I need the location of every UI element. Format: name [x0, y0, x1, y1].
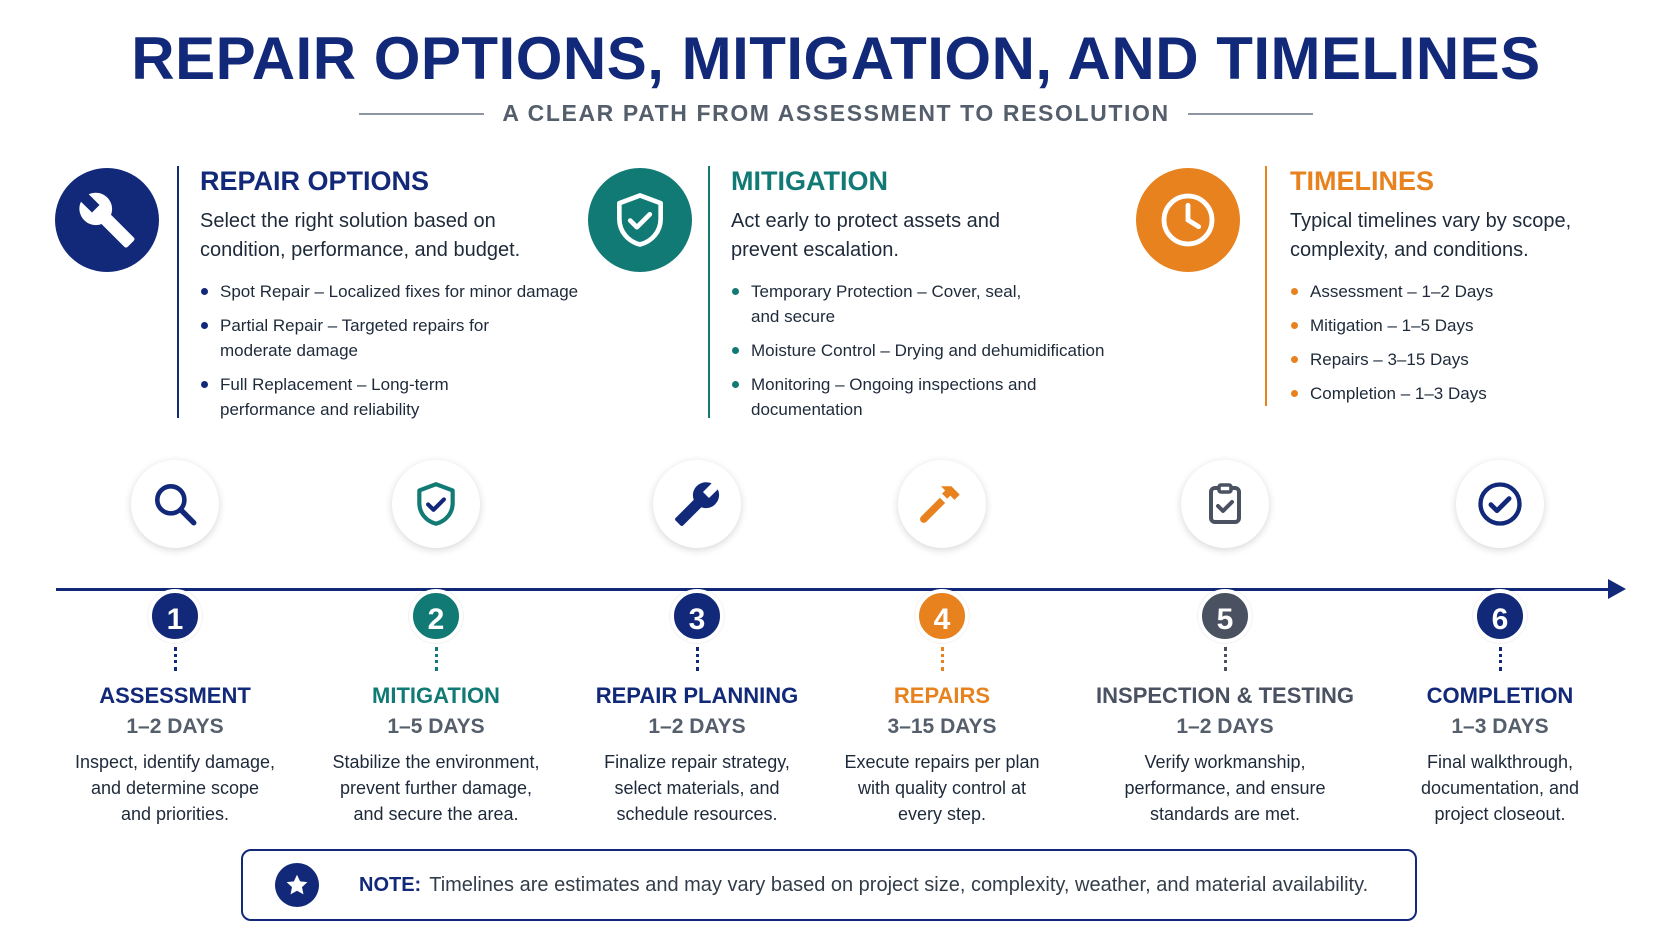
- list-item: Partial Repair – Targeted repairs for moderate damage: [200, 313, 500, 363]
- star-icon: [275, 863, 319, 907]
- description-line: standards are met.: [1149, 804, 1301, 824]
- step-number: 4: [915, 589, 969, 643]
- description-line: performance, and ensure: [1124, 778, 1326, 798]
- step-description: [296, 749, 576, 827]
- list-item: Assessment – 1–2 Days: [1290, 279, 1630, 304]
- description-line: select materials, and: [614, 778, 780, 798]
- section-body: [200, 166, 580, 431]
- bullet-list: [731, 279, 1131, 422]
- description-line: Finalize repair strategy,: [604, 752, 790, 772]
- shield-check-icon: [588, 168, 692, 272]
- step-title: MITIGATION: [372, 683, 500, 708]
- step-number: 2: [409, 589, 463, 643]
- step-title: COMPLETION: [1426, 683, 1574, 708]
- description-line: Inspect, identify damage,: [74, 752, 276, 772]
- timeline-step-inspection-testing: [1085, 460, 1365, 827]
- description-line: Execute repairs per plan: [844, 752, 1040, 772]
- description-line: and priorities.: [120, 804, 230, 824]
- list-item: Spot Repair – Localized fixes for minor damage: [200, 279, 580, 304]
- step-description: [802, 749, 1082, 827]
- clipboard-check-icon: [1181, 460, 1269, 548]
- list-item: Monitoring – Ongoing inspections and documentation: [731, 372, 1051, 422]
- list-item: Repairs – 3–15 Days: [1290, 347, 1630, 372]
- description-line: Select the right solution based on: [200, 210, 496, 232]
- description-line: Stabilize the environment,: [332, 752, 540, 772]
- note-text: Timelines are estimates and may vary based on project size, complexity, weather, and material availability.: [429, 873, 1369, 896]
- bullet-list: [1290, 279, 1630, 406]
- step-connector: [1224, 647, 1227, 671]
- step-number: 1: [148, 589, 202, 643]
- step-connector: [696, 647, 699, 671]
- search-icon: [131, 460, 219, 548]
- section-description: [1290, 207, 1630, 265]
- step-number: 5: [1198, 589, 1252, 643]
- step-connector: [435, 647, 438, 671]
- timeline-step-mitigation: [296, 460, 576, 827]
- timeline-step-assessment: [35, 460, 315, 827]
- description-line: Act early to protect assets and: [731, 210, 1001, 232]
- step-connector: [941, 647, 944, 671]
- description-line: and determine scope: [90, 778, 260, 798]
- page-subtitle: A CLEAR PATH FROM ASSESSMENT TO RESOLUTION: [502, 100, 1170, 126]
- section-title: TIMELINES: [1290, 166, 1435, 196]
- hammer-icon: [898, 460, 986, 548]
- step-title: INSPECTION & TESTING: [1096, 683, 1354, 708]
- shield-check-icon: [392, 460, 480, 548]
- check-circle-icon: [1456, 460, 1544, 548]
- bullet-list: [200, 279, 580, 422]
- step-number: 6: [1473, 589, 1527, 643]
- section-title: REPAIR OPTIONS: [200, 166, 430, 196]
- note-label: NOTE:: [359, 873, 422, 896]
- list-item: Full Replacement – Long-term performance and reliability: [200, 372, 545, 422]
- description-line: complexity, and conditions.: [1290, 239, 1529, 261]
- section-body: [731, 166, 1131, 431]
- description-line: prevent further damage,: [339, 778, 533, 798]
- timeline-step-completion: [1360, 460, 1640, 827]
- description-line: condition, performance, and budget.: [200, 239, 521, 261]
- description-line: Final walkthrough,: [1426, 752, 1574, 772]
- step-title: REPAIR PLANNING: [595, 683, 799, 708]
- note-box: [241, 849, 1417, 921]
- description-line: and secure the area.: [353, 804, 519, 824]
- wrench-icon: [55, 168, 159, 272]
- section-description: [731, 207, 1131, 265]
- list-item: Completion – 1–3 Days: [1290, 381, 1630, 406]
- step-connector: [174, 647, 177, 671]
- description-line: project closeout.: [1434, 804, 1566, 824]
- list-item: Mitigation – 1–5 Days: [1290, 313, 1630, 338]
- section-divider: [1265, 166, 1267, 406]
- step-duration: 1–2 DAYS: [126, 715, 224, 738]
- list-item: Temporary Protection – Cover, seal, and secure: [731, 279, 1051, 329]
- step-duration: 1–3 DAYS: [1451, 715, 1549, 738]
- page-title: REPAIR OPTIONS, MITIGATION, AND TIMELINES: [131, 25, 1541, 92]
- step-description: [557, 749, 837, 827]
- step-description: [1360, 749, 1640, 827]
- section-divider: [708, 166, 710, 418]
- description-line: Verify workmanship,: [1144, 752, 1306, 772]
- description-line: schedule resources.: [616, 804, 778, 824]
- description-line: prevent escalation.: [731, 239, 899, 261]
- description-line: every step.: [897, 804, 987, 824]
- step-duration: 3–15 DAYS: [887, 715, 997, 738]
- section-divider: [177, 166, 179, 418]
- wrench-icon: [653, 460, 741, 548]
- step-duration: 1–2 DAYS: [648, 715, 746, 738]
- section-title: MITIGATION: [731, 166, 888, 196]
- step-title: ASSESSMENT: [99, 683, 251, 708]
- step-title: REPAIRS: [893, 683, 991, 708]
- description-line: with quality control at: [857, 778, 1027, 798]
- timeline-step-repair-planning: [557, 460, 837, 827]
- step-description: [1085, 749, 1365, 827]
- subtitle-divider-right: [1188, 113, 1313, 115]
- list-item: Moisture Control – Drying and dehumidification: [731, 338, 1131, 363]
- step-duration: 1–2 DAYS: [1176, 715, 1274, 738]
- description-line: Typical timelines vary by scope,: [1290, 210, 1572, 232]
- section-body: [1290, 166, 1630, 415]
- step-description: [35, 749, 315, 827]
- description-line: documentation, and: [1420, 778, 1580, 798]
- clock-icon: [1136, 168, 1240, 272]
- section-description: [200, 207, 580, 265]
- timeline-step-repairs: [802, 460, 1082, 827]
- step-duration: 1–5 DAYS: [387, 715, 485, 738]
- subtitle-row: [0, 100, 1672, 127]
- subtitle-divider-left: [359, 113, 484, 115]
- step-connector: [1499, 647, 1502, 671]
- step-number: 3: [670, 589, 724, 643]
